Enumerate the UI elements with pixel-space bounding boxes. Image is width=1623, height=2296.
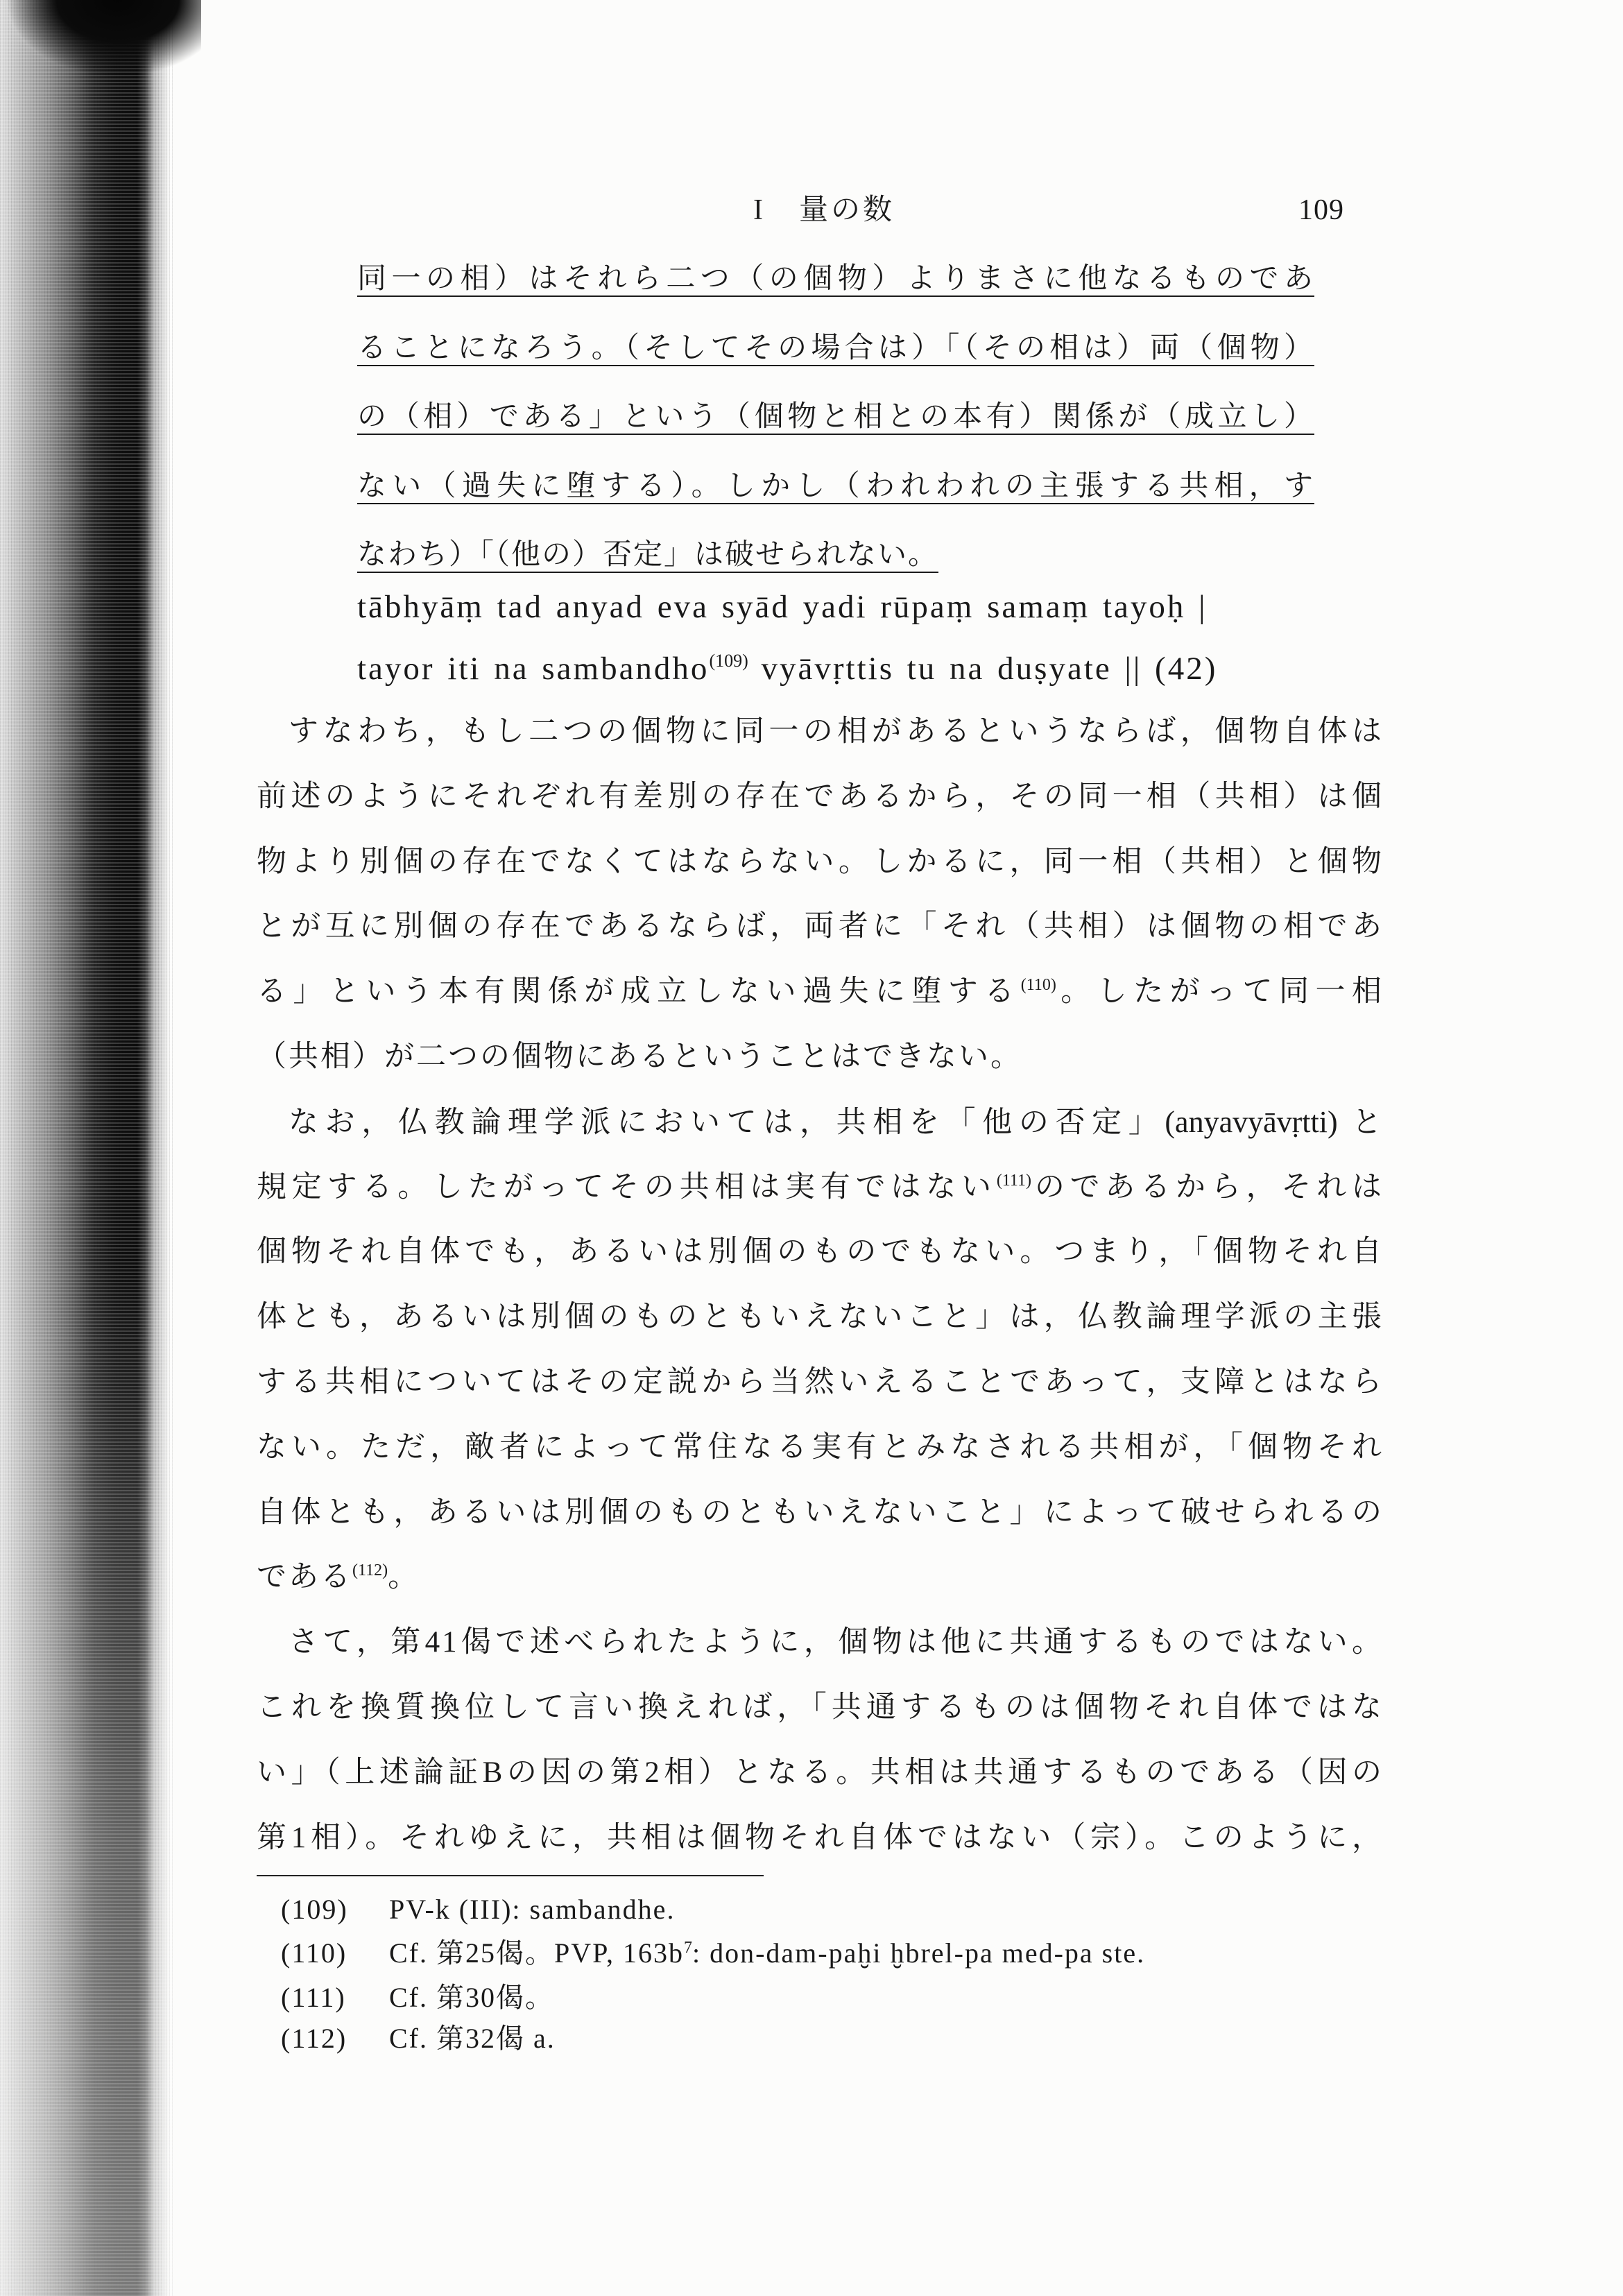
- footnote-text: Cf. 第32偈 a.: [389, 2023, 556, 2054]
- verse-translation-line: の（相）である」という（個物と相との本有）関係が（成立し）: [357, 401, 1314, 433]
- body-line: （共相）が二つの個物にあるということはできない。: [257, 1040, 1022, 1073]
- body-line: い」（上述論証Bの因の第2相）となる。共相は共通するものである（因の: [257, 1756, 1384, 1789]
- footnote: [0, 1936, 1623, 1971]
- footnote-reference: (112): [352, 1561, 388, 1579]
- footnote-text: Cf. 第30偈。: [389, 1982, 554, 2013]
- chapter-number: I: [753, 194, 763, 226]
- verse-translation-line: 同一の相）はそれら二つ（の個物）よりまさに他なるものであ: [357, 263, 1314, 295]
- body-text: 。したがって同一相: [1056, 975, 1384, 1008]
- footnote-text: PV-k (III): sambandhe.: [389, 1894, 676, 1925]
- body-text: と: [1337, 1106, 1384, 1139]
- body-line: 前述のようにそれぞれ有差別の存在であるから，その同一相（共相）は個: [257, 780, 1384, 813]
- body-line: [257, 1557, 1384, 1598]
- folio-line-superscript: 7: [683, 1939, 692, 1957]
- body-line: これを換質換位して言い換えれば，「共通するものは個物それ自体ではな: [257, 1691, 1384, 1724]
- body-text: 規定する。したがってその共相は実有ではない: [257, 1171, 997, 1203]
- footnote-text: [389, 1936, 1145, 1971]
- body-line: 個物それ自体でも，あるいは別個のものでもない。つまり，「個物それ自: [257, 1235, 1384, 1268]
- footnote-separator: [257, 1875, 764, 1876]
- body-line: 自体とも，あるいは別個のものともいえないこと」によって破せられるの: [257, 1496, 1384, 1529]
- body-line: さて，第41偈で述べられたように，個物は他に共通するものではない。: [289, 1626, 1384, 1659]
- verse-translation-line: ることになろう。（そしてその場合は）「（その相は）両（個物）: [357, 332, 1314, 364]
- footnote-number: (109): [281, 1894, 348, 1925]
- page-number: 109: [1298, 194, 1344, 226]
- body-line: [257, 1102, 1384, 1143]
- footnote: [0, 1980, 1623, 2015]
- footnote-number: (110): [281, 1937, 347, 1969]
- footnote-number: (111): [281, 1982, 346, 2013]
- verse-translation-line: なわち）「（他の）否定」は破せられない。: [357, 539, 939, 571]
- footnote-text-part: Cf. 第25偈。PVP, 163b: [389, 1937, 684, 1969]
- footnote-reference: (109): [709, 651, 748, 671]
- body-text: のであるから，それは: [1031, 1171, 1384, 1203]
- sanskrit-text: tayor iti na sambandho: [357, 651, 710, 687]
- body-text: なお，仏教論理学派においては，共相を「他の否定」: [289, 1106, 1165, 1139]
- sanskrit-text: vyāvṛttis tu na duṣyate || (42): [748, 651, 1218, 687]
- body-line: すなわち，もし二つの個物に同一の相があるというならば，個物自体は: [289, 715, 1384, 748]
- body-line: [257, 1167, 1384, 1208]
- body-line: ない。ただ，敵者によって常住なる実有とみなされる共相が，「個物それ: [257, 1431, 1384, 1464]
- body-text: 。: [388, 1561, 420, 1593]
- chapter-title: 量の数: [799, 194, 895, 226]
- body-line: 第1相）。それゆえに，共相は個物それ自体ではない（宗）。このように，: [257, 1822, 1384, 1854]
- body-line: 体とも，あるいは別個のものともいえないこと」は，仏教論理学派の主張: [257, 1301, 1384, 1333]
- footnote-text-part: : don-dam-paḫi ḫbrel-pa med-pa ste.: [692, 1937, 1146, 1969]
- verse-translation-line: ない（過失に堕する）。しかし（われわれの主張する共相，す: [357, 470, 1314, 502]
- footnote-reference: (110): [1020, 976, 1056, 994]
- body-line: 物より別個の存在でなくてはならない。しかるに，同一相（共相）と個物: [257, 846, 1384, 878]
- footnote: [0, 1892, 1623, 1927]
- footnote-reference: (111): [996, 1172, 1032, 1190]
- sanskrit-verse-line: tābhyāṃ tad anyad eva syād yadi rūpaṃ samaṃ tayoḥ |: [357, 589, 1208, 625]
- body-line: [257, 971, 1384, 1013]
- body-line: とが互に別個の存在であるならば，両者に「それ（共相）は個物の相であ: [257, 910, 1384, 943]
- sanskrit-verse-line: [357, 648, 1398, 689]
- body-line: する共相についてはその定説から当然いえることであって，支障とはなら: [257, 1366, 1384, 1398]
- footnote-number: (112): [281, 2023, 347, 2054]
- body-text: である: [257, 1561, 352, 1593]
- body-text: る」という本有関係が成立しない過失に堕する: [257, 975, 1021, 1008]
- sanskrit-term: (anyavyāvṛtti): [1165, 1105, 1338, 1139]
- footnote: [0, 2021, 1623, 2056]
